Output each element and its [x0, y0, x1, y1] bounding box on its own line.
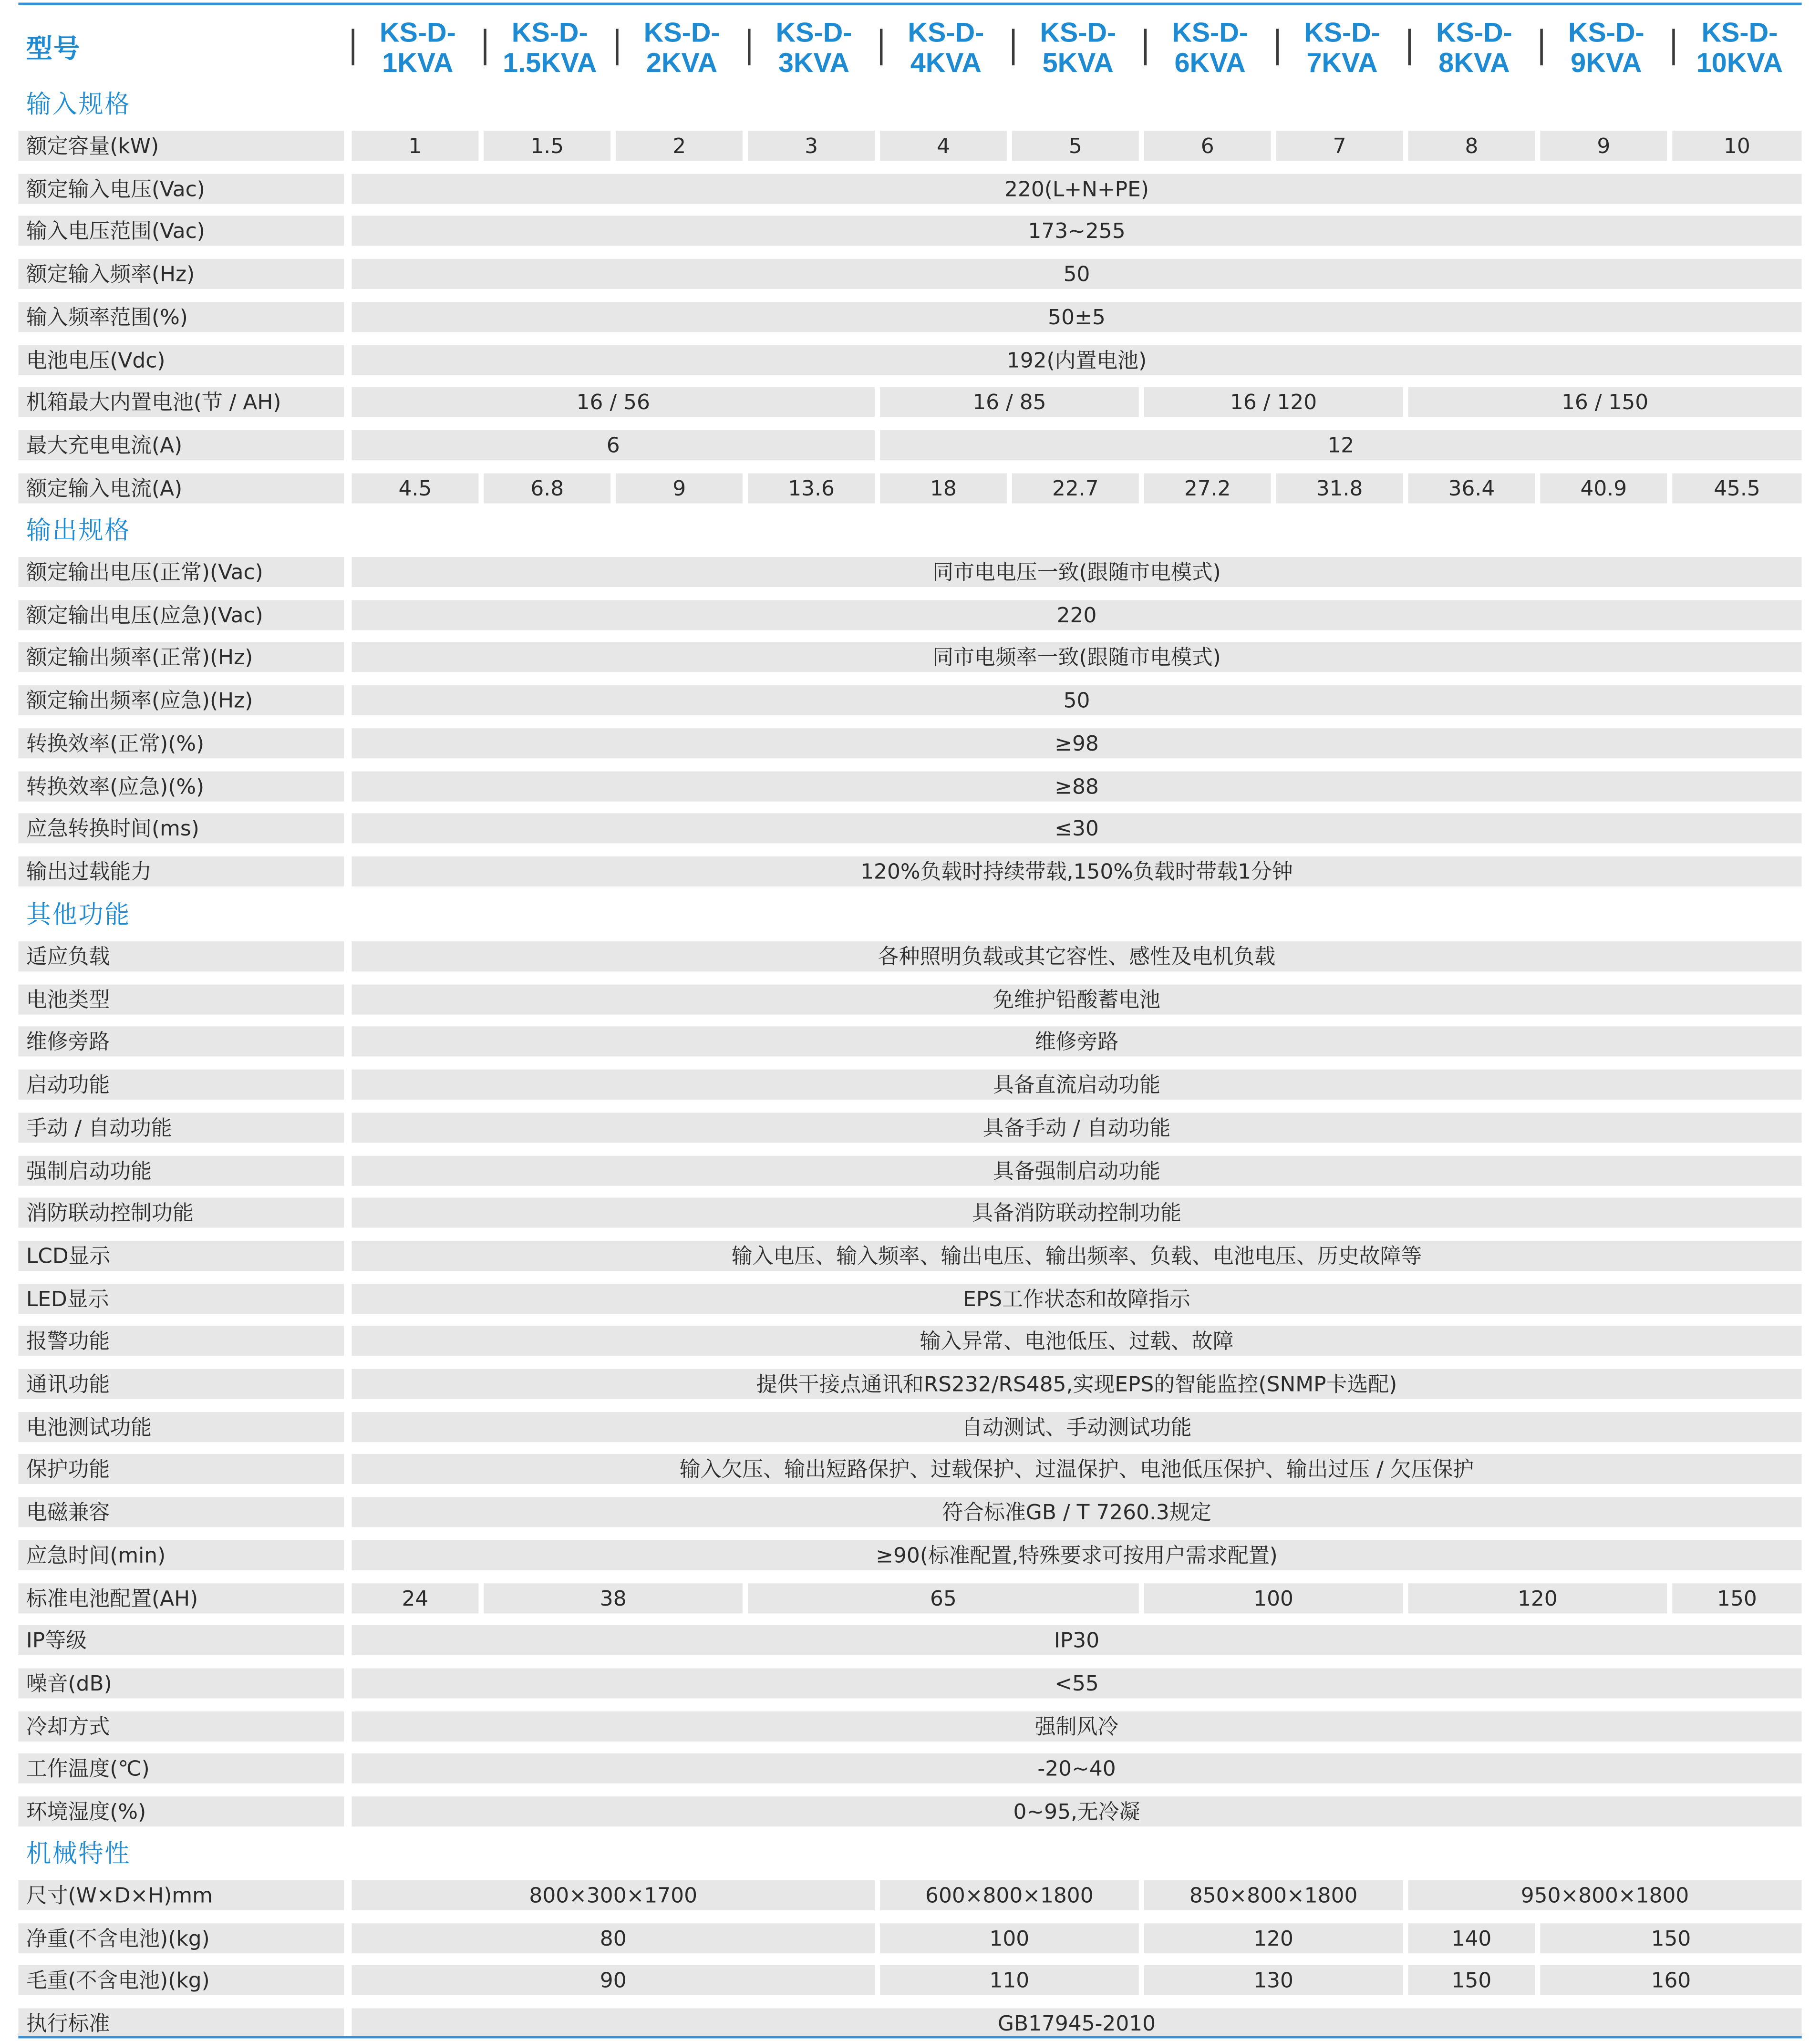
value-cell: 220(L+N+PE)	[352, 174, 1801, 204]
value-cell: 强制风冷	[352, 1711, 1801, 1741]
section-title: 其他功能	[26, 901, 131, 930]
value-cell: 150	[1672, 1583, 1801, 1613]
model-name: KS-D- 6KVA	[1172, 18, 1249, 79]
row-label: 额定输出电压(正常)(Vac)	[18, 557, 344, 587]
row-label: 应急转换时间(ms)	[18, 814, 344, 844]
value-cell: 自动测试、手动测试功能	[352, 1412, 1801, 1442]
value-cell: 具备强制启动功能	[352, 1155, 1801, 1185]
row-label: 机箱最大内置电池(节 / AH)	[18, 387, 344, 417]
value-cell: 220	[352, 600, 1801, 630]
value-cell: 16 / 85	[880, 387, 1139, 417]
column-divider	[1276, 29, 1279, 65]
model-column-header	[1408, 16, 1535, 81]
value-cell: 4	[880, 131, 1007, 161]
value-cell: 9	[1540, 131, 1667, 161]
column-divider	[352, 29, 354, 65]
row-label: 额定输出电压(应急)(Vac)	[18, 600, 344, 630]
value-cell: 免维护铅酸蓄电池	[352, 984, 1801, 1014]
value-cell: 6	[352, 430, 875, 460]
value-cell: 6.8	[484, 473, 610, 503]
bottom-rule	[18, 2036, 1801, 2038]
model-name: KS-D- 3KVA	[776, 18, 852, 79]
row-label: 环境湿度(%)	[18, 1796, 344, 1826]
value-cell: 50±5	[352, 302, 1801, 332]
value-cell: 850×800×1800	[1144, 1880, 1403, 1910]
value-cell: 0~95,无冷凝	[352, 1796, 1801, 1826]
value-cell: 600×800×1800	[880, 1880, 1139, 1910]
row-label: 冷却方式	[18, 1711, 344, 1741]
value-cell: 具备直流启动功能	[352, 1070, 1801, 1100]
row-label: LCD显示	[18, 1241, 344, 1271]
column-divider	[1540, 29, 1542, 65]
value-cell: ≤30	[352, 814, 1801, 844]
value-cell: 6	[1144, 131, 1271, 161]
value-cell: 输入异常、电池低压、过载、故障	[352, 1326, 1801, 1356]
value-cell: 160	[1540, 1966, 1801, 1996]
model-header-label: 型号	[26, 32, 81, 64]
row-label: 电池测试功能	[18, 1412, 344, 1442]
value-cell: 10	[1672, 131, 1801, 161]
column-divider	[880, 29, 882, 65]
value-cell: <55	[352, 1668, 1801, 1698]
row-label: 执行标准	[18, 2009, 344, 2039]
value-cell: 130	[1144, 1966, 1403, 1996]
value-cell: 173~255	[352, 216, 1801, 246]
value-cell: 具备消防联动控制功能	[352, 1198, 1801, 1228]
row-label: 额定输出频率(应急)(Hz)	[18, 685, 344, 715]
row-label: 输入电压范围(Vac)	[18, 216, 344, 246]
row-label: 转换效率(正常)(%)	[18, 728, 344, 758]
model-name: KS-D- 2KVA	[643, 18, 720, 79]
model-name: KS-D- 7KVA	[1304, 18, 1380, 79]
value-cell: 16 / 56	[352, 387, 875, 417]
value-cell: 800×300×1700	[352, 1880, 875, 1910]
value-cell: 输入欠压、输出短路保护、过载保护、过温保护、电池低压保护、输出过压 / 欠压保护	[352, 1454, 1801, 1484]
value-cell: 同市电电压一致(跟随市电模式)	[352, 557, 1801, 587]
row-label: 电磁兼容	[18, 1497, 344, 1527]
model-name: KS-D- 5KVA	[1040, 18, 1117, 79]
value-cell: 50	[352, 685, 1801, 715]
model-name: KS-D- 9KVA	[1568, 18, 1644, 79]
model-column-header	[1144, 16, 1271, 81]
value-cell: 同市电频率一致(跟随市电模式)	[352, 642, 1801, 672]
value-cell: 13.6	[748, 473, 875, 503]
column-divider	[1408, 29, 1410, 65]
value-cell: 提供干接点通讯和RS232/RS485,实现EPS的智能监控(SNMP卡选配)	[352, 1369, 1801, 1399]
column-divider	[484, 29, 486, 65]
value-cell: 22.7	[1012, 473, 1139, 503]
row-label: 启动功能	[18, 1070, 344, 1100]
value-cell: 维修旁路	[352, 1027, 1801, 1057]
model-column-header	[1540, 16, 1667, 81]
model-name: KS-D- 1.5KVA	[503, 18, 597, 79]
model-name: KS-D- 8KVA	[1436, 18, 1512, 79]
column-divider	[748, 29, 750, 65]
row-label: 适应负载	[18, 941, 344, 971]
value-cell: 120%负载时持续带载,150%负载时带载1分钟	[352, 856, 1801, 886]
value-cell: 150	[1540, 1923, 1801, 1953]
row-label: 最大充电电流(A)	[18, 430, 344, 460]
value-cell: 符合标准GB / T 7260.3规定	[352, 1497, 1801, 1527]
model-column-header	[616, 16, 743, 81]
row-label: 保护功能	[18, 1454, 344, 1484]
value-cell: 18	[880, 473, 1007, 503]
value-cell: 2	[616, 131, 743, 161]
row-label: 噪音(dB)	[18, 1668, 344, 1698]
section-title: 输入规格	[26, 90, 131, 119]
model-column-header	[748, 16, 875, 81]
value-cell: 80	[352, 1923, 875, 1953]
value-cell: 110	[880, 1966, 1139, 1996]
row-label: 通讯功能	[18, 1369, 344, 1399]
row-label: IP等级	[18, 1626, 344, 1656]
value-cell: 4.5	[352, 473, 478, 503]
value-cell: 90	[352, 1966, 875, 1996]
value-cell: 140	[1408, 1923, 1535, 1953]
row-label: 尺寸(W×D×H)mm	[18, 1880, 344, 1910]
row-label: 报警功能	[18, 1326, 344, 1356]
value-cell: 192(内置电池)	[352, 344, 1801, 374]
row-label: 电池类型	[18, 984, 344, 1014]
value-cell: ≥88	[352, 771, 1801, 801]
value-cell: 38	[484, 1583, 743, 1613]
value-cell: GB17945-2010	[352, 2009, 1801, 2039]
model-column-header	[484, 16, 610, 81]
column-divider	[616, 29, 618, 65]
model-column-header	[880, 16, 1007, 81]
model-name: KS-D- 1KVA	[379, 18, 456, 79]
row-label: 电池电压(Vdc)	[18, 344, 344, 374]
row-label: 标准电池配置(AH)	[18, 1583, 344, 1613]
row-label: LED显示	[18, 1283, 344, 1313]
row-label: 工作温度(℃)	[18, 1754, 344, 1784]
row-label: 额定容量(kW)	[18, 131, 344, 161]
value-cell: 12	[880, 430, 1802, 460]
row-label: 额定输出频率(正常)(Hz)	[18, 642, 344, 672]
value-cell: 1.5	[484, 131, 610, 161]
value-cell: 100	[880, 1923, 1139, 1953]
value-cell: EPS工作状态和故障指示	[352, 1283, 1801, 1313]
row-label: 输出过载能力	[18, 856, 344, 886]
value-cell: 45.5	[1672, 473, 1801, 503]
value-cell: ≥98	[352, 728, 1801, 758]
row-label: 额定输入频率(Hz)	[18, 259, 344, 289]
section-title: 输出规格	[26, 516, 131, 546]
row-label: 应急时间(min)	[18, 1540, 344, 1570]
value-cell: 120	[1408, 1583, 1667, 1613]
model-name: KS-D- 4KVA	[908, 18, 984, 79]
value-cell: -20~40	[352, 1754, 1801, 1784]
value-cell: 65	[748, 1583, 1139, 1613]
value-cell: 16 / 150	[1408, 387, 1801, 417]
row-label: 转换效率(应急)(%)	[18, 771, 344, 801]
row-label: 手动 / 自动功能	[18, 1113, 344, 1143]
value-cell: ≥90(标准配置,特殊要求可按用户需求配置)	[352, 1540, 1801, 1570]
row-label: 额定输入电压(Vac)	[18, 174, 344, 204]
value-cell: 3	[748, 131, 875, 161]
value-cell: 120	[1144, 1923, 1403, 1953]
row-label: 毛重(不含电池)(kg)	[18, 1966, 344, 1996]
row-label: 维修旁路	[18, 1027, 344, 1057]
column-divider	[1144, 29, 1147, 65]
value-cell: 输入电压、输入频率、输出电压、输出频率、负载、电池电压、历史故障等	[352, 1241, 1801, 1271]
top-rule	[18, 2, 1801, 5]
value-cell: 各种照明负载或其它容性、感性及电机负载	[352, 941, 1801, 971]
value-cell: 50	[352, 259, 1801, 289]
row-label: 输入频率范围(%)	[18, 302, 344, 332]
model-column-header	[1012, 16, 1139, 81]
value-cell: 5	[1012, 131, 1139, 161]
section-title: 机械特性	[26, 1839, 131, 1869]
row-label: 消防联动控制功能	[18, 1198, 344, 1228]
value-cell: 具备手动 / 自动功能	[352, 1113, 1801, 1143]
model-column-header	[1672, 16, 1801, 81]
value-cell: 150	[1408, 1966, 1535, 1996]
row-label: 强制启动功能	[18, 1155, 344, 1185]
value-cell: 1	[352, 131, 478, 161]
value-cell: IP30	[352, 1626, 1801, 1656]
column-divider	[1672, 29, 1675, 65]
column-divider	[1012, 29, 1014, 65]
model-column-header	[1276, 16, 1403, 81]
value-cell: 40.9	[1540, 473, 1667, 503]
value-cell: 24	[352, 1583, 478, 1613]
row-label: 净重(不含电池)(kg)	[18, 1923, 344, 1953]
value-cell: 950×800×1800	[1408, 1880, 1801, 1910]
value-cell: 27.2	[1144, 473, 1271, 503]
row-label: 额定输入电流(A)	[18, 473, 344, 503]
value-cell: 100	[1144, 1583, 1403, 1613]
value-cell: 31.8	[1276, 473, 1403, 503]
value-cell: 8	[1408, 131, 1535, 161]
value-cell: 7	[1276, 131, 1403, 161]
value-cell: 16 / 120	[1144, 387, 1403, 417]
model-name: KS-D- 10KVA	[1696, 18, 1783, 79]
value-cell: 36.4	[1408, 473, 1535, 503]
model-column-header	[352, 16, 478, 81]
value-cell: 9	[616, 473, 743, 503]
